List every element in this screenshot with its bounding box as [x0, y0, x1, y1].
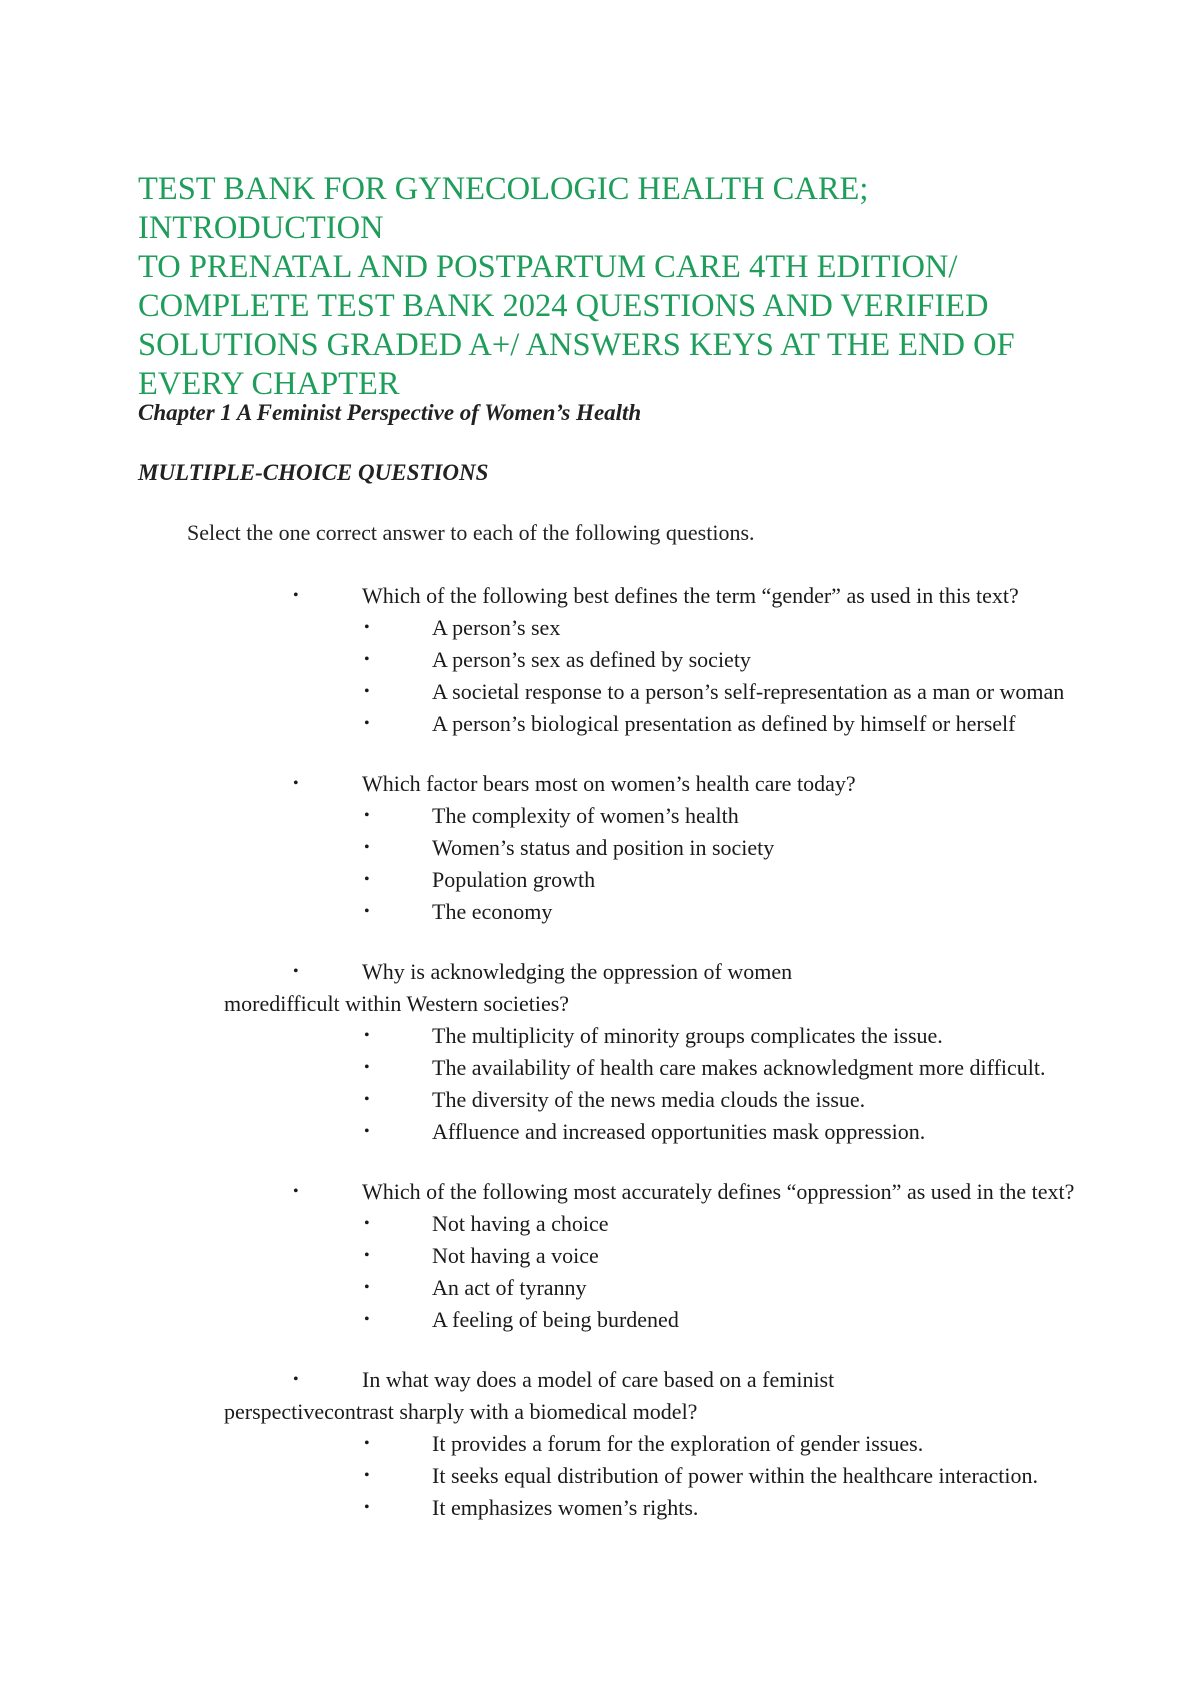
question-item [0, 580, 1200, 740]
bullet-icon: • [364, 871, 370, 888]
answer-option [0, 708, 1200, 740]
bullet-icon: • [364, 1435, 370, 1452]
question-stem [0, 1176, 1200, 1208]
question-stem [0, 1364, 1200, 1396]
answer-option [0, 1052, 1200, 1084]
bullet-icon: • [364, 807, 370, 824]
bullet-icon: • [364, 1247, 370, 1264]
question-text: Which of the following most accurately defines “oppression” as used in the text? [362, 1179, 1075, 1204]
bullet-icon: • [364, 903, 370, 920]
answer-option [0, 1304, 1200, 1336]
title-line: SOLUTIONS GRADED A+/ ANSWERS KEYS AT THE END OF [138, 327, 1015, 363]
answer-option [0, 1272, 1200, 1304]
question-text: Which of the following best defines the term “gender” as used in this text? [362, 583, 1019, 608]
option-text: A feeling of being burdened [432, 1307, 679, 1332]
bullet-icon: • [364, 651, 370, 668]
question-list [0, 580, 1200, 1552]
bullet-icon: • [293, 1371, 299, 1388]
option-text: A person’s sex as defined by society [432, 647, 751, 672]
bullet-icon: • [293, 775, 299, 792]
answer-option [0, 896, 1200, 928]
answer-option [0, 644, 1200, 676]
answer-option [0, 1020, 1200, 1052]
bullet-icon: • [364, 1215, 370, 1232]
question-stem [0, 956, 1200, 988]
option-text: The diversity of the news media clouds the issue. [432, 1087, 866, 1112]
bullet-icon: • [364, 715, 370, 732]
option-text: It emphasizes women’s rights. [432, 1495, 699, 1520]
answer-option [0, 1116, 1200, 1148]
question-text: Which factor bears most on women’s health care today? [362, 771, 856, 796]
option-text: The multiplicity of minority groups complicates the issue. [432, 1023, 943, 1048]
section-heading: MULTIPLE-CHOICE QUESTIONS [138, 460, 489, 485]
question-continuation [0, 988, 1200, 1020]
question-item [0, 768, 1200, 928]
title-line: TO PRENATAL AND POSTPARTUM CARE 4TH EDITION/ [138, 249, 958, 285]
answer-option [0, 1460, 1200, 1492]
bullet-icon: • [293, 587, 299, 604]
instructions-text: Select the one correct answer to each of the following questions. [187, 520, 755, 545]
bullet-icon: • [364, 1499, 370, 1516]
bullet-icon: • [364, 1123, 370, 1140]
option-text: A person’s sex [432, 615, 561, 640]
option-text: An act of tyranny [432, 1275, 587, 1300]
title-line: COMPLETE TEST BANK 2024 QUESTIONS AND VERIFIED [138, 288, 989, 324]
option-text: The complexity of women’s health [432, 803, 739, 828]
bullet-icon: • [364, 1059, 370, 1076]
option-text: Affluence and increased opportunities mask oppression. [432, 1119, 926, 1144]
option-text: The economy [432, 899, 553, 924]
bullet-icon: • [364, 619, 370, 636]
question-stem [0, 580, 1200, 612]
option-text: Not having a voice [432, 1243, 599, 1268]
question-text: In what way does a model of care based on a feminist [362, 1367, 835, 1392]
title-line: TEST BANK FOR GYNECOLOGIC HEALTH CARE; INTRODUCTION [138, 171, 869, 246]
title-line: EVERY CHAPTER [138, 366, 400, 402]
bullet-icon: • [364, 1027, 370, 1044]
option-text: Not having a choice [432, 1211, 609, 1236]
answer-option [0, 864, 1200, 896]
question-item [0, 1176, 1200, 1336]
option-text: Population growth [432, 867, 596, 892]
answer-option [0, 612, 1200, 644]
answer-option [0, 832, 1200, 864]
question-stem [0, 768, 1200, 800]
answer-option [0, 1208, 1200, 1240]
question-item [0, 956, 1200, 1148]
question-text: Why is acknowledging the oppression of women [362, 959, 793, 984]
bullet-icon: • [364, 1311, 370, 1328]
answer-option [0, 1492, 1200, 1524]
answer-option [0, 676, 1200, 708]
answer-option [0, 1428, 1200, 1460]
option-text: The availability of health care makes acknowledgment more difficult. [432, 1055, 1046, 1080]
bullet-icon: • [364, 1467, 370, 1484]
question-continuation [0, 1396, 1200, 1428]
question-continuation-text: perspectivecontrast sharply with a biomedical model? [224, 1399, 698, 1424]
bullet-icon: • [364, 1091, 370, 1108]
option-text: Women’s status and position in society [432, 835, 775, 860]
bullet-icon: • [364, 1279, 370, 1296]
answer-option [0, 800, 1200, 832]
bullet-icon: • [364, 839, 370, 856]
question-item [0, 1364, 1200, 1524]
question-continuation-text: moredifficult within Western societies? [224, 991, 570, 1016]
chapter-heading: Chapter 1 A Feminist Perspective of Women’s Health [138, 400, 642, 425]
option-text: It provides a forum for the exploration of gender issues. [432, 1431, 924, 1456]
option-text: A person’s biological presentation as defined by himself or herself [432, 711, 1016, 736]
bullet-icon: • [293, 963, 299, 980]
answer-option [0, 1240, 1200, 1272]
option-text: It seeks equal distribution of power within the healthcare interaction. [432, 1463, 1039, 1488]
bullet-icon: • [293, 1183, 299, 1200]
option-text: A societal response to a person’s self-representation as a man or woman [432, 679, 1065, 704]
document-title [138, 170, 1098, 404]
bullet-icon: • [364, 683, 370, 700]
answer-option [0, 1084, 1200, 1116]
